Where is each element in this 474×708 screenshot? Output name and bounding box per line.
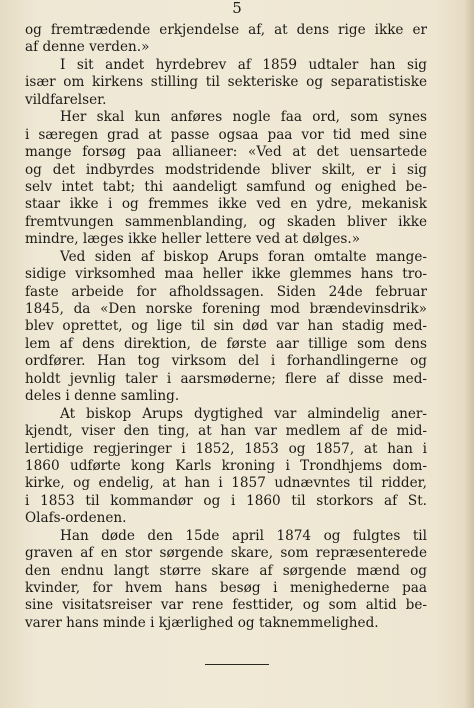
text-line: I sit andet hyrdebrev af 1859 udtaler han sig: [60, 56, 427, 73]
text-line: 1845, da «Den norske forening mod brændevinsdrik»: [25, 301, 427, 317]
text-line: sine visitatsreiser var rene festtider, og som altid be-: [25, 597, 427, 614]
text-line: lertidige regjeringer i 1852, 1853 og 1857, at han i: [25, 440, 427, 457]
text-line: faste arbeide for afholdssagen. Siden 24de februar: [25, 283, 427, 300]
text-line: blev oprettet, og lige til sin død var han stadig med-: [25, 318, 427, 335]
text-line: staar ikke i og fremmes ikke ved en ydre, mekanisk: [25, 196, 427, 213]
text-line: den endnu langt større skare af sørgende mænd og: [25, 562, 427, 579]
page-number: 5: [232, 0, 242, 17]
text-line: især om kirkens stilling til sekteriske og separatistiske: [25, 74, 427, 91]
end-rule: [205, 664, 269, 665]
text-line: i særegen grad at passe ogsaa paa vor tid med sine: [25, 126, 427, 143]
text-line: lem af dens direktion, de første aar tillige som dens: [25, 335, 427, 352]
text-line: sidige virksomhed maa heller ikke glemmes hans tro-: [25, 266, 427, 283]
text-line: holdt jevnlig taler i aarsmøderne; flere af disse med-: [25, 370, 427, 387]
text-line: deles i denne samling.: [25, 388, 180, 405]
text-line: Olafs-ordenen.: [25, 510, 127, 527]
text-line: mange forsøg paa allianeer: «Ved at det uensartede: [25, 144, 427, 161]
text-line: og det indbyrdes modstridende bliver skilt, er i sig: [25, 161, 427, 178]
page-edge-shadow: [464, 0, 474, 708]
text-line: Han døde den 15de april 1874 og fulgtes til: [60, 527, 427, 544]
text-line: i 1853 til kommandør og i 1860 til storkors af St.: [25, 492, 427, 509]
text-line: kvinder, for hvem hans besøg i menighederne paa: [25, 580, 427, 596]
text-line: og fremtrædende erkjendelse af, at dens rige ikke er: [25, 22, 427, 38]
text-line: Ved siden af biskop Arups foran omtalte mange-: [60, 248, 427, 265]
text-line: selv intet tabt; thi aandeligt samfund og enighed be-: [25, 178, 427, 195]
text-line: vildfarelser.: [25, 91, 107, 108]
body-text: [25, 22, 427, 632]
text-line: af denne verden.»: [25, 39, 150, 56]
text-line: kirke, og endelig, at han i 1857 udnævntes til ridder,: [25, 475, 427, 492]
text-line: fremtvungen sammenblanding, og skaden bliver ikke: [25, 213, 427, 230]
text-line: Her skal kun anføres nogle faa ord, som synes: [60, 109, 427, 126]
text-line: kjendt, viser den ting, at han var medlem af de mid-: [25, 423, 427, 440]
text-line: graven af en stor sørgende skare, som repræsenterede: [25, 545, 427, 562]
text-line: 1860 udførte kong Karls kroning i Trondhjems dom-: [25, 457, 427, 474]
text-line: At biskop Arups dygtighed var almindelig aner-: [60, 405, 427, 422]
text-line: ordfører. Han tog virksom del i forhandlingerne og: [25, 353, 427, 370]
text-line: varer hans minde i kjærlighed og taknemmelighed.: [25, 614, 379, 631]
text-line: mindre, læges ikke heller lettere ved at dølges.»: [25, 231, 361, 248]
